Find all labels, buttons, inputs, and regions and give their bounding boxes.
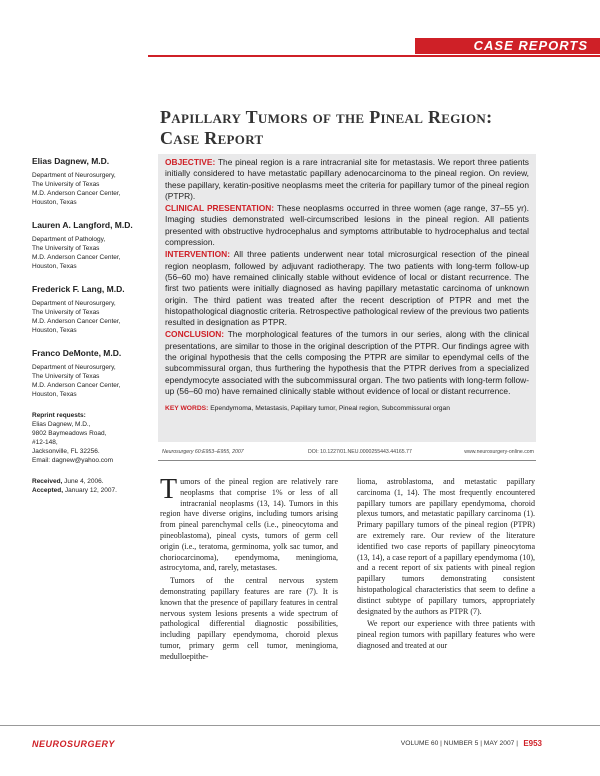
objective-text: The pineal region is a rare intracranial site for metastasis. We report three patients initially considered to have metastatic papillary adenocarcinoma to the pineal region. On review, these papillary, keratin-positive neoplasms meet the criteria for papillary tumor of the pineal region (PTPR). [165, 157, 529, 201]
conclusion-text: The morphological features of the tumors in our series, along with the clinical presentations, are similar to those in the original description of the PTPR. Our findings agree with the original hypothesis that the cells composing the PTPR are similar to ependymal cells of the subcommissural organ, thus furthering the hypothesis that the PTPR derives from a specialized ependymocyte associated with the subcommissural organ. The two patients with long-term follow-up (56–60 mo) have remained clinically stable without evidence of local or distant recurrence. [165, 329, 529, 396]
footer-page-number: E953 [523, 739, 542, 748]
footer-volume: VOLUME 60 | NUMBER 5 | MAY 2007 | [400, 740, 518, 747]
body-column-2 [357, 477, 535, 654]
affiliation-line: M.D. Anderson Cancer Center, [32, 190, 121, 197]
article-title [160, 107, 580, 149]
author-name: Elias Dagnew, M.D. [32, 156, 110, 166]
affiliation-line: Houston, Texas [32, 327, 77, 334]
affiliation-line: Department of Pathology, [32, 236, 106, 243]
keywords-label: KEY WORDS: [165, 405, 209, 413]
citation-doi[interactable]: DOI: 10.1227/01.NEU.0000255443.44165.77 [308, 449, 412, 455]
affiliation-line: Houston, Texas [32, 199, 77, 206]
affiliation-line: M.D. Anderson Cancer Center, [32, 254, 121, 261]
footer-rule [0, 725, 600, 726]
intervention-text: All three patients underwent near total microsurgical resection of the pineal region neoplasm, followed by adjuvant radiotherapy. The two patients with long-term follow-up (56–60 mo) have remained clinically stable without evidence of local or distant recurrence. The first two patients were initially diagnosed as having papillary metastatic carcinoma of unknown origin. The third patient was treated after the recent description of PTPR and met the histopathological diagnostic criteria. Retrospective pathological review of the previous two patients resulted in designation as PTPR. [165, 249, 529, 328]
reprint-line: Elias Dagnew, M.D., [32, 421, 91, 428]
affiliation-line: Department of Neurosurgery, [32, 364, 116, 371]
intervention-label: INTERVENTION: [165, 249, 230, 260]
affiliation-line: The University of Texas [32, 181, 100, 188]
affiliation-line: M.D. Anderson Cancer Center, [32, 382, 121, 389]
affiliation-line: The University of Texas [32, 245, 100, 252]
abstract-conclusion [165, 329, 529, 397]
title-line-1: Papillary Tumors of the Pineal Region: [160, 107, 493, 127]
title-line-2: Case Report [160, 128, 264, 148]
clinical-text: These neoplasms occurred in three women (age range, 37–55 yr). Imaging studies demonstrated well-circumscribed lesions in the pineal region. All patients presented with obstructive hydrocephalus and symptoms attributable to hydrocephalus and tectal compression. [165, 203, 529, 248]
header-rule [148, 55, 600, 57]
reprint-line: Jacksonville, FL 32256. [32, 448, 100, 455]
body-paragraph [160, 474, 338, 574]
footer-journal: NEUROSURGERY [32, 739, 115, 749]
abstract-keywords [165, 403, 529, 414]
affiliation-line: Houston, Texas [32, 391, 77, 398]
drop-cap: T [160, 474, 178, 505]
reprint-line: #12-148, [32, 439, 58, 446]
author-block [32, 219, 152, 271]
reprint-title: Reprint requests: [32, 412, 86, 419]
section-banner [415, 38, 600, 54]
affiliation-line: Department of Neurosurgery, [32, 172, 116, 179]
abstract-box [158, 154, 536, 442]
reprint-line: 9802 Baymeadows Road, [32, 430, 107, 437]
author-block [32, 347, 152, 399]
citation-journal: Neurosurgery 60:E953–E955, 2007 [162, 449, 244, 455]
citation-rule [158, 460, 536, 461]
received-date: June 4, 2006. [64, 478, 104, 485]
conclusion-label: CONCLUSION: [165, 329, 225, 340]
keywords-text: Ependymoma, Metastasis, Papillary tumor, Pineal region, Subcommissural organ [210, 405, 450, 413]
author-block [32, 283, 152, 335]
reprint-email[interactable]: Email: dagnew@yahoo.com [32, 457, 114, 464]
abstract-clinical [165, 203, 529, 248]
body-paragraph: lioma, astroblastoma, and metastatic papillary carcinoma (1, 14). The most frequently encountered papillary tumors are papillary ependymoma, choroid plexus tumors, and metastatic papillary carcinoma (1). Primary papillary tumors of the pineal region (PTPR) are extremely rare. Our review of the literature identified two case reports of papillary pineocytoma (13, 14), a case report of a papillary ependymoma (10), and a recent report of six patients with pineal region papillary tumors demonstrating consistent histopathological characteristics that seem to define a distinct subtype of papillary tumors, appropriately designated by the authors as PTPR (7). [357, 477, 535, 616]
affiliation-line: Department of Neurosurgery, [32, 300, 116, 307]
section-label: CASE REPORTS [473, 38, 588, 53]
objective-label: OBJECTIVE: [165, 157, 216, 167]
body-paragraph: Tumors of the central nervous system demonstrating papillary features are rare (7). It is known that the presence of papillary features in central nervous system lesions presents a wide spectrum of pathological differential diagnostic possibilities, including papillary ependymoma, choroid plexus tumor, primary germ cell tumor, meningioma, medulloepithe- [160, 576, 338, 661]
accepted-date: January 12, 2007. [64, 487, 117, 494]
affiliation-line: The University of Texas [32, 373, 100, 380]
affiliation-line: The University of Texas [32, 309, 100, 316]
accepted-label: Accepted, [32, 487, 64, 494]
affiliation-line: Houston, Texas [32, 263, 77, 270]
clinical-label: CLINICAL PRESENTATION: [165, 203, 275, 214]
abstract-intervention [165, 249, 529, 328]
dates [32, 477, 152, 495]
reprint-requests [32, 411, 152, 465]
paragraph-text: umors of the pineal region are relatively rare neoplasms that comprise 1% or less of all intracranial neoplasms (13, 14). Tumors in this region have diverse origins, including tumors arising from pineal parenchymal cells (i.e., pineocytoma and pineoblastoma), pineal cysts, tumors of germ cell origin (i.e., teratoma, germinoma, yolk sac tumor, and choriocarcinoma), ependymoma, meningioma, astrocytoma, and, rarely, metastases. [160, 477, 338, 573]
body-paragraph: We report our experience with three patients with pineal region tumors with papillary features who were diagnosed and treated at our [357, 619, 535, 650]
body-column-1 [160, 474, 338, 665]
affiliation-line: M.D. Anderson Cancer Center, [32, 318, 121, 325]
author-name: Frederick F. Lang, M.D. [32, 284, 125, 294]
abstract-objective [165, 157, 529, 202]
author-name: Lauren A. Langford, M.D. [32, 220, 133, 230]
citation-url[interactable]: www.neurosurgery-online.com [464, 449, 534, 455]
author-sidebar [32, 155, 152, 495]
received-label: Received, [32, 478, 63, 485]
author-block [32, 155, 152, 207]
author-name: Franco DeMonte, M.D. [32, 348, 122, 358]
